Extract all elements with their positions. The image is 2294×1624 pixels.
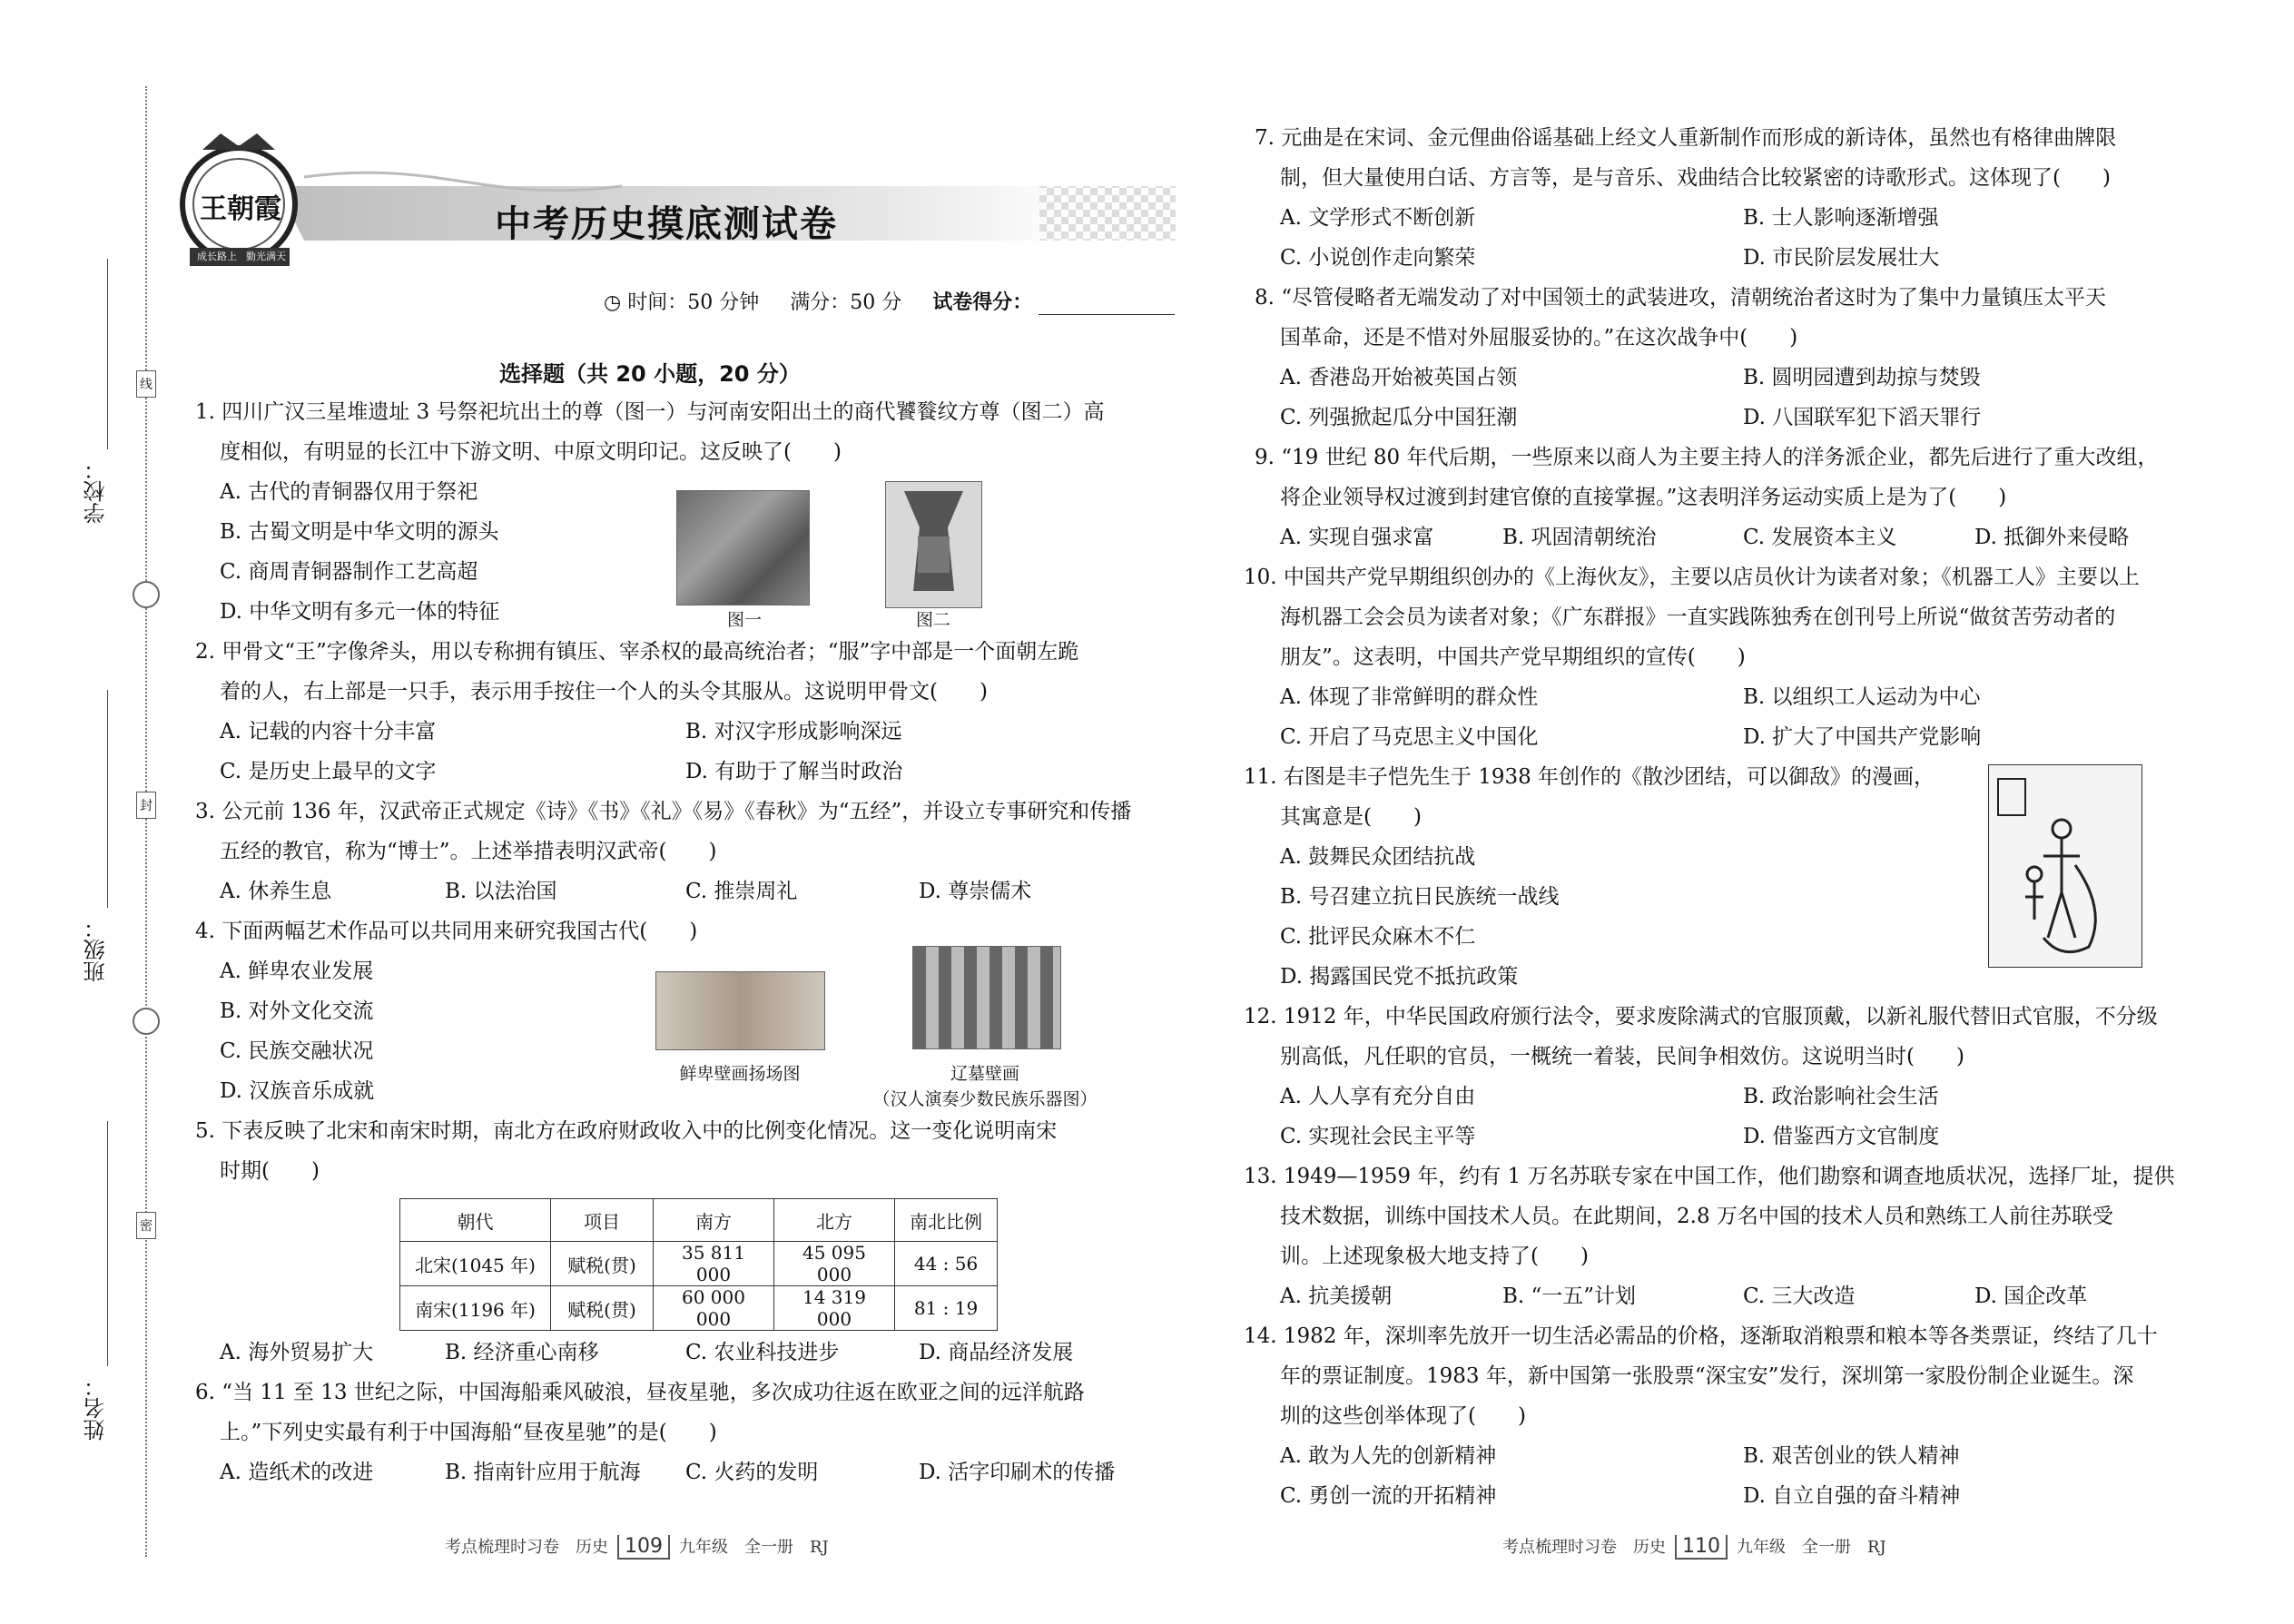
q4-option-c[interactable]: C. 民族交融状况 <box>220 1039 374 1063</box>
q7-option-d[interactable]: D. 市民阶层发展壮大 <box>1743 246 1940 270</box>
q5-option-c[interactable]: C. 农业科技进步 <box>685 1341 840 1364</box>
table-header-cell: 朝代 <box>400 1199 551 1242</box>
q13-option-a[interactable]: A. 抗美援朝 <box>1280 1284 1393 1308</box>
q14-option-d[interactable]: D. 自立自强的奋斗精神 <box>1743 1484 1961 1508</box>
figure-1-caption: 图一 <box>726 610 762 630</box>
clock-icon: ◷ <box>604 291 628 314</box>
table-cell: 北宋(1045 年) <box>400 1242 551 1286</box>
question-4-line1: 4. 下面两幅艺术作品可以共同用来研究我国古代( ) <box>195 920 698 943</box>
q3-option-d[interactable]: D. 尊崇儒术 <box>919 880 1032 903</box>
question-10-line2: 海机器工会会员为读者对象；《广东群报》一直实践陈独秀在创刊号上所说“做贫苦劳动者的 <box>1280 605 2116 629</box>
question-9-line2: 将企业领导权过渡到封建官僚的直接掌握。”这表明洋务运动实质上是为了( ) <box>1280 486 2007 509</box>
q1-option-a[interactable]: A. 古代的青铜器仅用于祭祀 <box>220 480 478 504</box>
section-title: 选择题（共 20 小题，20 分） <box>499 361 801 387</box>
q11-option-a[interactable]: A. 鼓舞民众团结抗战 <box>1280 845 1476 869</box>
q12-option-c[interactable]: C. 实现社会民主平等 <box>1280 1125 1476 1148</box>
question-6-line2: 上。”下列史实最有利于中国海船“昼夜星驰”的是( ) <box>220 1421 717 1444</box>
cartoon-image <box>1988 764 2142 968</box>
q13-option-d[interactable]: D. 国企改革 <box>1974 1284 2088 1308</box>
table-row <box>400 1242 998 1286</box>
exam-info <box>604 287 1175 315</box>
question-13-line1: 13. 1949—1959 年，约有 1 万名苏联专家在中国工作，他们勘察和调查地质状况，选择厂址，提供 <box>1244 1165 2175 1188</box>
q13-option-c[interactable]: C. 三大改造 <box>1743 1284 1856 1308</box>
q11-option-d[interactable]: D. 揭露国民党不抵抗政策 <box>1280 965 1519 989</box>
marker-tie: 密 <box>136 1212 156 1239</box>
table-header-cell: 南方 <box>654 1199 774 1242</box>
table-cell: 44 : 56 <box>895 1242 998 1286</box>
q9-option-b[interactable]: B. 巩固清朝统治 <box>1502 526 1657 549</box>
footer-grade: 九年级 全一册 RJ <box>679 1538 829 1557</box>
name-label: 姓名： <box>84 1375 109 1441</box>
table-header-row <box>400 1199 998 1242</box>
q6-option-d[interactable]: D. 活字印刷术的传播 <box>919 1461 1116 1484</box>
class-field[interactable] <box>107 690 108 908</box>
q10-option-a[interactable]: A. 体现了非常鲜明的群众性 <box>1280 685 1539 709</box>
footer-series: 考点梳理时习卷 历史 <box>445 1538 608 1557</box>
q5-option-a[interactable]: A. 海外贸易扩大 <box>220 1341 374 1364</box>
question-13-line3: 训。上述现象极大地支持了( ) <box>1280 1245 1589 1268</box>
right-page-footer <box>1502 1534 1886 1560</box>
q7-option-c[interactable]: C. 小说创作走向繁荣 <box>1280 246 1476 270</box>
table-row <box>400 1286 998 1331</box>
ornament-icon <box>133 581 160 608</box>
q14-option-a[interactable]: A. 敢为人先的创新精神 <box>1280 1444 1497 1468</box>
question-14-line2: 年的票证制度。1983 年，新中国第一张股票“深宝安”发行，深圳第一家股份制企业诞生。深 <box>1280 1364 2134 1388</box>
bronze-zun-photo-2 <box>885 481 982 608</box>
marker-line: 线 <box>136 370 156 398</box>
name-field[interactable] <box>107 1121 108 1366</box>
q14-option-c[interactable]: C. 勇创一流的开拓精神 <box>1280 1484 1497 1508</box>
school-label: 学校： <box>84 458 109 524</box>
logo-slogan-1: 成长路上 <box>197 251 237 262</box>
q5-option-b[interactable]: B. 经济重心南移 <box>445 1341 599 1364</box>
q8-option-a[interactable]: A. 香港岛开始被英国占领 <box>1280 366 1518 389</box>
title-banner <box>168 123 1176 268</box>
question-10-line1: 10. 中国共产党早期组织创办的《上海伙友》，主要以店员伙计为读者对象；《机器工人》主要以上 <box>1244 566 2140 589</box>
question-3-line1: 3. 公元前 136 年，汉武帝正式规定《诗》《书》《礼》《易》《春秋》为“五经”，并设立专事研究和传播 <box>195 800 1132 823</box>
footer-series: 考点梳理时习卷 历史 <box>1502 1538 1666 1557</box>
question-5-line1: 5. 下表反映了北宋和南宋时期，南北方在政府财政收入中的比例变化情况。这一变化说明南宋 <box>195 1119 1058 1143</box>
q6-option-a[interactable]: A. 造纸术的改进 <box>220 1461 374 1484</box>
table-cell: 赋税(贯) <box>551 1242 654 1286</box>
q2-option-b[interactable]: B. 对汉字形成影响深远 <box>685 720 902 743</box>
question-8-line1: 8. “尽管侵略者无端发动了对中国领土的武装进攻，清朝统治者这时为了集中力量镇压太平天 <box>1255 286 2107 310</box>
q8-option-d[interactable]: D. 八国联军犯下滔天罪行 <box>1743 406 1982 429</box>
q13-option-b[interactable]: B. “一五”计划 <box>1502 1284 1637 1308</box>
q9-option-d[interactable]: D. 抵御外来侵略 <box>1974 526 2130 549</box>
q6-option-b[interactable]: B. 指南针应用于航海 <box>445 1461 641 1484</box>
q1-option-c[interactable]: C. 商周青铜器制作工艺高超 <box>220 560 478 584</box>
question-8-line2: 国革命，还是不惜对外屈服妥协的。”在这次战争中( ) <box>1280 326 1798 349</box>
question-2-line1: 2. 甲骨文“王”字像斧头，用以专称拥有镇压、宰杀权的最高统治者；“服”字中部是一个面朝左跪 <box>195 640 1079 664</box>
q9-option-a[interactable]: A. 实现自强求富 <box>1280 526 1434 549</box>
question-7-line1: 7. 元曲是在宋词、金元俚曲俗谣基础上经文人重新制作而形成的新诗体，虽然也有格律曲牌限 <box>1255 126 2117 150</box>
question-12-line2: 别高低，凡任职的官员，一概统一着装，民间争相效仿。这说明当时( ) <box>1280 1045 1964 1068</box>
q3-option-a[interactable]: A. 休养生息 <box>220 880 332 903</box>
table-cell: 81 : 19 <box>895 1286 998 1331</box>
question-6-line1: 6. “当 11 至 13 世纪之际，中国海船乘风破浪，昼夜星驰，多次成功往返在欧亚之间的远洋航路 <box>195 1381 1085 1404</box>
q1-option-b[interactable]: B. 古蜀文明是中华文明的源头 <box>220 520 499 544</box>
q9-option-c[interactable]: C. 发展资本主义 <box>1743 526 1897 549</box>
q2-option-c[interactable]: C. 是历史上最早的文字 <box>220 760 437 783</box>
q3-option-c[interactable]: C. 推崇周礼 <box>685 880 798 903</box>
q10-option-d[interactable]: D. 扩大了中国共产党影响 <box>1743 725 1982 749</box>
page-number: 110 <box>1675 1535 1728 1560</box>
finance-table <box>399 1198 998 1331</box>
q11-option-b[interactable]: B. 号召建立抗日民族统一战线 <box>1280 885 1560 909</box>
q4-option-d[interactable]: D. 汉族音乐成就 <box>220 1079 375 1103</box>
question-13-line2: 技术数据，训练中国技术人员。在此期间，2.8 万名中国的技术人员和熟练工人前往苏联受 <box>1280 1205 2113 1228</box>
q4-option-a[interactable]: A. 鲜卑农业发展 <box>220 960 374 983</box>
logo-text: 王朝霞 <box>200 193 281 225</box>
score-label: 试卷得分： <box>932 290 1033 314</box>
question-3-line2: 五经的教官，称为“博士”。上述举措表明汉武帝( ) <box>220 840 717 863</box>
question-11-line2: 其寓意是( ) <box>1280 805 1422 829</box>
bronze-zun-photo-1 <box>676 490 810 605</box>
q4-option-b[interactable]: B. 对外文化交流 <box>220 999 374 1023</box>
table-header-cell: 项目 <box>551 1199 654 1242</box>
q12-option-a[interactable]: A. 人人享有充分自由 <box>1280 1085 1476 1108</box>
question-10-line3: 朋友”。这表明，中国共产党早期组织的宣传( ) <box>1280 645 1746 669</box>
logo-slogan-2: 勤光满天 <box>246 251 286 262</box>
q14-option-b[interactable]: B. 艰苦创业的铁人精神 <box>1743 1444 1960 1468</box>
cut-line <box>145 86 147 1557</box>
question-5-line2: 时期( ) <box>220 1159 320 1183</box>
liao-tomb-mural-image <box>912 946 1061 1049</box>
table-cell: 35 811 000 <box>654 1242 774 1286</box>
question-14-line1: 14. 1982 年，深圳率先放开一切生活必需品的价格，逐渐取消粮票和粮本等各类票证，终结了几十 <box>1244 1324 2158 1348</box>
figure-2-caption: 图二 <box>915 610 950 630</box>
table-cell: 60 000 000 <box>654 1286 774 1331</box>
liao-mural-subcaption: （汉人演奏少数民族乐器图） <box>872 1089 1098 1109</box>
page-title: 中考历史摸底测试卷 <box>495 203 838 245</box>
q10-option-b[interactable]: B. 以组织工人运动为中心 <box>1743 685 1981 709</box>
marker-seal: 封 <box>136 792 156 819</box>
left-page-footer <box>445 1534 829 1560</box>
table-header-cell: 北方 <box>774 1199 895 1242</box>
ornament-icon <box>133 1008 160 1035</box>
table-cell: 14 319 000 <box>774 1286 895 1331</box>
class-label: 班级： <box>84 917 109 982</box>
q3-option-b[interactable]: B. 以法治国 <box>445 880 557 903</box>
q12-option-b[interactable]: B. 政治影响社会生活 <box>1743 1085 1939 1108</box>
footer-grade: 九年级 全一册 RJ <box>1737 1538 1886 1557</box>
q7-option-a[interactable]: A. 文学形式不断创新 <box>1280 206 1476 230</box>
table-cell: 赋税(贯) <box>551 1286 654 1331</box>
q12-option-d[interactable]: D. 借鉴西方文官制度 <box>1743 1125 1940 1148</box>
question-1-line1: 1. 四川广汉三星堆遗址 3 号祭祀坑出土的尊（图一）与河南安阳出土的商代饕餮纹方尊（图二）高 <box>195 400 1105 424</box>
question-9-line1: 9. “19 世纪 80 年代后期，一些原来以商人为主要主持人的洋务派企业，都先后进行了重大改组， <box>1255 446 2159 469</box>
question-11-line1: 11. 右图是丰子恺先生于 1938 年创作的《散沙团结，可以御敌》的漫画， <box>1244 765 1935 789</box>
xianbei-mural-image <box>655 971 825 1050</box>
page-number: 109 <box>617 1535 670 1560</box>
question-14-line3: 圳的这些创举体现了( ) <box>1280 1404 1526 1428</box>
q8-option-b[interactable]: B. 圆明园遭到劫掠与焚毁 <box>1743 366 1981 389</box>
q2-option-d[interactable]: D. 有助于了解当时政治 <box>685 760 903 783</box>
score-field[interactable] <box>1039 291 1175 315</box>
xianbei-mural-caption: 鲜卑壁画扬场图 <box>679 1064 801 1084</box>
q2-option-a[interactable]: A. 记载的内容十分丰富 <box>220 720 437 743</box>
q11-option-c[interactable]: C. 批评民众麻木不仁 <box>1280 925 1476 949</box>
q10-option-c[interactable]: C. 开启了马克思主义中国化 <box>1280 725 1539 749</box>
q1-option-d[interactable]: D. 中华文明有多元一体的特征 <box>220 600 500 624</box>
table-header-cell: 南北比例 <box>895 1199 998 1242</box>
q7-option-b[interactable]: B. 士人影响逐渐增强 <box>1743 206 1939 230</box>
table-cell: 南宋(1196 年) <box>400 1286 551 1331</box>
q8-option-c[interactable]: C. 列强掀起瓜分中国狂潮 <box>1280 406 1518 429</box>
table-cell: 45 095 000 <box>774 1242 895 1286</box>
q6-option-c[interactable]: C. 火药的发明 <box>685 1461 819 1484</box>
question-1-line2: 度相似，有明显的长江中下游文明、中原文明印记。这反映了( ) <box>220 440 842 464</box>
full-score: 满分：50 分 <box>790 291 902 314</box>
question-7-line2: 制，但大量使用白话、方言等，是与音乐、戏曲结合比较紧密的诗歌形式。这体现了( ) <box>1280 166 2111 190</box>
q5-option-d[interactable]: D. 商品经济发展 <box>919 1341 1074 1364</box>
time-limit: 时间：50 分钟 <box>627 291 760 314</box>
question-2-line2: 着的人，右上部是一只手，表示用手按住一个人的头令其服从。这说明甲骨文( ) <box>220 680 988 704</box>
school-field[interactable] <box>107 259 108 449</box>
question-12-line1: 12. 1912 年，中华民国政府颁行法令，要求废除满式的官服顶戴，以新礼服代替旧式官服，不分级 <box>1244 1005 2158 1029</box>
liao-mural-caption: 辽墓壁画 <box>950 1064 1019 1084</box>
